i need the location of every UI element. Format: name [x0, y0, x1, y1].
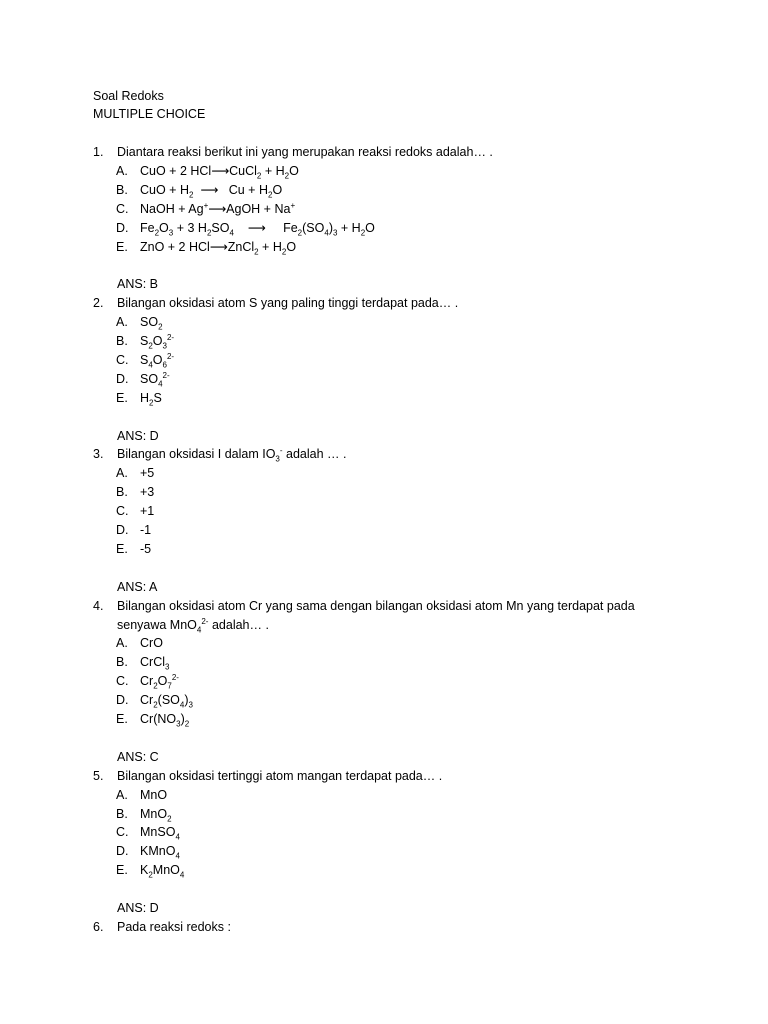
option-letter: A.: [116, 636, 128, 651]
question-text: Bilangan oksidasi atom Cr yang sama dengan bilangan oksidasi atom Mn yang terdapat pada: [117, 598, 635, 613]
option-text: MnO$_2$: [140, 806, 172, 823]
option-text: -5: [140, 541, 152, 556]
option-text: +5: [140, 466, 155, 481]
option-text: -1: [140, 523, 152, 537]
option-text: $S_2O_3^{2-}$: [140, 332, 175, 351]
document-title: Soal Redoks: [93, 89, 164, 103]
question-text: Bilangan oksidasi tertinggi atom mangan terdapat pada… .: [117, 768, 443, 783]
option-text: $Cr_2(SO_4)_3$: [140, 693, 193, 710]
question-text: senyawa MnO$_4^{2-}$ adalah… .: [117, 616, 269, 634]
option-text: $Cr_2O_7^{2-}$: [140, 673, 179, 691]
option-letter: B.: [116, 334, 128, 348]
option-text: MnSO$_4$: [140, 825, 180, 842]
option-text: CuO + 2 HCl⟶CuCl$_2$ + $H_2O$: [140, 163, 299, 181]
question-number: 3.: [93, 447, 104, 462]
option-text: CrCl$_3$: [140, 655, 170, 672]
answer-key: ANS: B: [117, 277, 158, 292]
option-letter: B.: [116, 806, 128, 821]
option-letter: C.: [116, 504, 129, 519]
option-letter: E.: [116, 390, 128, 405]
question-number: 4.: [93, 598, 104, 613]
option-text: $SO_4^{2-}$: [140, 370, 170, 389]
question-text: Diantara reaksi berikut ini yang merupakan reaksi redoks adalah… .: [117, 145, 493, 159]
option-letter: E.: [116, 541, 128, 556]
option-text: CuO + $H_2$ ⟶ $Cu + H_2O$: [140, 182, 283, 200]
option-letter: D.: [116, 844, 129, 859]
option-letter: A.: [116, 315, 128, 330]
question-text: Bilangan oksidasi I dalam $IO_3^-$ adalah … .: [117, 446, 347, 464]
option-letter: D.: [116, 220, 129, 235]
question-number: 2.: [93, 296, 104, 311]
question-number: 6.: [93, 919, 104, 934]
option-text: NaOH + Ag+⟶AgOH + Na+: [140, 200, 296, 216]
option-text: ZnO + 2 HCl⟶ZnCl$_2$ + $H_2O$: [140, 239, 297, 256]
option-letter: D.: [116, 523, 129, 537]
option-text: +3: [140, 485, 155, 500]
option-letter: E.: [116, 863, 128, 878]
document-subtitle: MULTIPLE CHOICE: [93, 107, 206, 121]
option-letter: B.: [116, 655, 128, 670]
option-text: +1: [140, 504, 155, 519]
option-letter: C.: [116, 674, 129, 689]
option-text: $SO_2$: [140, 315, 163, 332]
option-text: $H_2S$: [140, 390, 162, 408]
option-text: MnO: [140, 787, 168, 802]
answer-key: ANS: C: [117, 749, 159, 764]
option-text: CrO: [140, 636, 163, 651]
question-text: Pada reaksi redoks :: [117, 919, 231, 934]
option-letter: A.: [116, 787, 128, 802]
option-text: $Fe_2O_3 + 3$ $H_2SO_4$ ⟶ $Fe_2(SO_4)_3 + H_2O$: [140, 220, 375, 238]
option-text: $Cr(NO_3)_2$: [140, 712, 190, 729]
option-letter: B.: [116, 485, 128, 500]
option-text: KMnO$_4$: [140, 844, 180, 861]
option-letter: A.: [116, 163, 128, 178]
question-number: 5.: [93, 768, 104, 783]
question-number: 1.: [93, 145, 104, 159]
option-letter: E.: [116, 239, 128, 254]
option-letter: C.: [116, 201, 129, 216]
question-text: Bilangan oksidasi atom S yang paling tinggi terdapat pada… .: [117, 296, 459, 311]
answer-key: ANS: D: [117, 428, 159, 443]
answer-key: ANS: D: [117, 901, 159, 915]
option-letter: B.: [116, 182, 128, 197]
answer-key: ANS: A: [117, 579, 158, 594]
option-letter: C.: [116, 825, 129, 840]
option-letter: D.: [116, 371, 129, 386]
option-text: $K_2MnO_4$: [140, 863, 185, 880]
option-letter: C.: [116, 352, 129, 367]
option-letter: E.: [116, 712, 128, 726]
option-letter: A.: [116, 466, 128, 481]
option-text: $S_4O_6^{2-}$: [140, 351, 175, 370]
option-letter: D.: [116, 693, 129, 708]
